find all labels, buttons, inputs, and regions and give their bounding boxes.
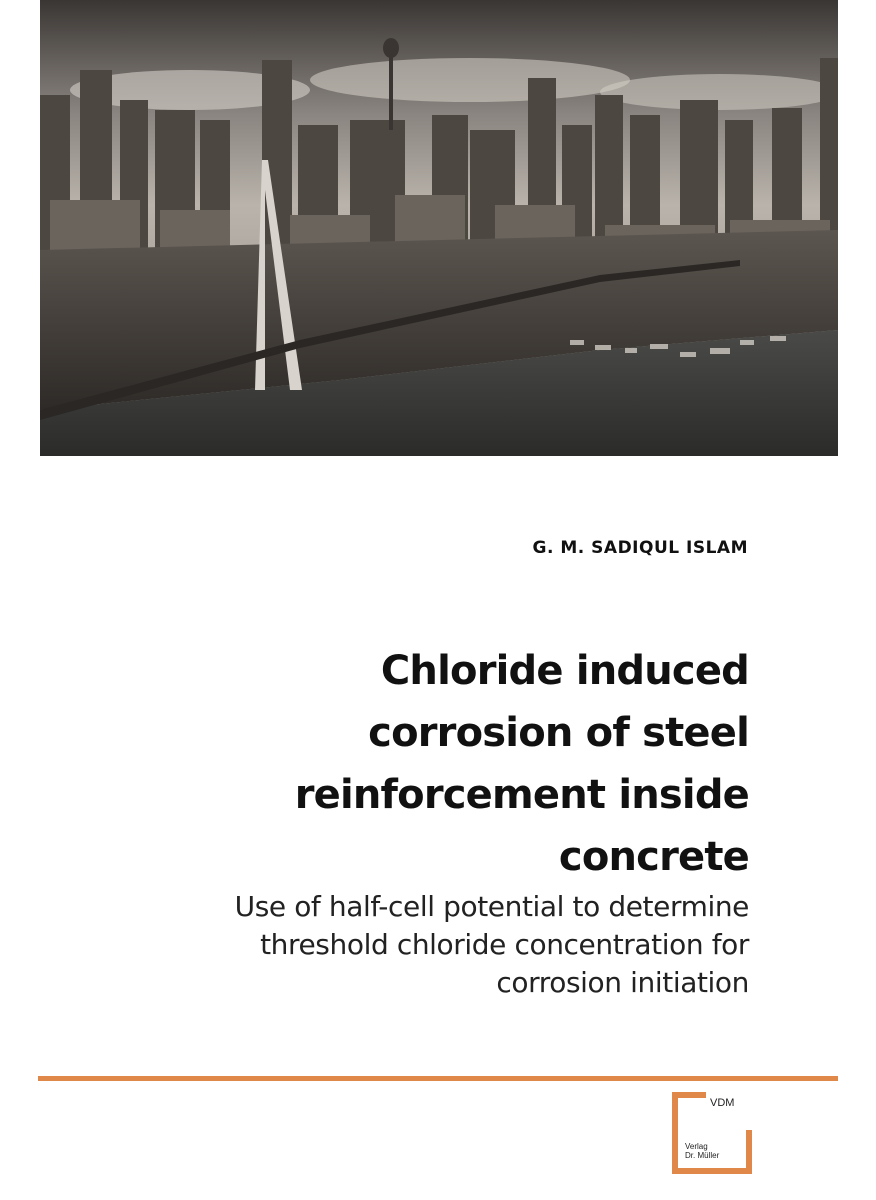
publisher-logo: [672, 1092, 752, 1174]
book-subtitle: [109, 888, 749, 1002]
publisher-brand: VDM: [710, 1097, 735, 1109]
city-skyline-icon: [40, 0, 838, 456]
title-line: concrete: [558, 834, 749, 880]
title-line: corrosion of steel: [368, 710, 749, 756]
subtitle-line: corrosion initiation: [496, 966, 749, 999]
divider-rule: [38, 1076, 838, 1081]
subtitle-line: Use of half-cell potential to determine: [234, 890, 749, 923]
cover-photo: [40, 0, 838, 456]
subtitle-line: threshold chloride concentration for: [260, 928, 749, 961]
title-line: reinforcement inside: [294, 772, 749, 818]
publisher-line-1: Verlag: [685, 1142, 708, 1151]
author-name: G. M. SADIQUL ISLAM: [532, 538, 748, 558]
publisher-line-2: Dr. Müller: [685, 1151, 720, 1160]
title-line: Chloride induced: [380, 648, 749, 694]
book-title: [149, 640, 749, 888]
